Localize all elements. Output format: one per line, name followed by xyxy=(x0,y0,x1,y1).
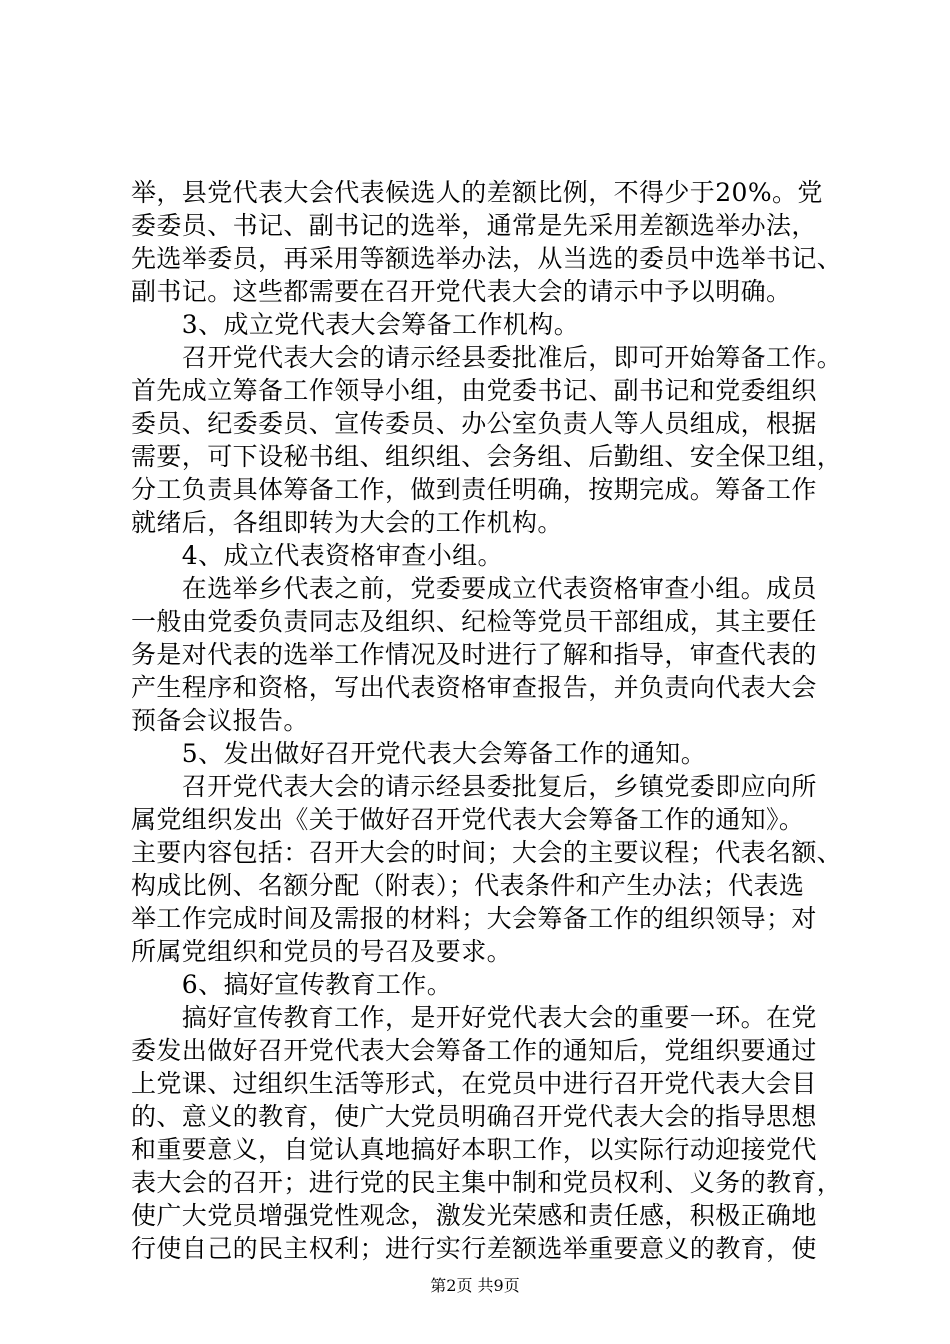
section-heading: 5、发出做好召开党代表大会筹备工作的通知。 xyxy=(131,739,707,768)
text-line: 召开党代表大会的请示经县委批准后，即可开始筹备工作。 xyxy=(131,343,843,372)
text-line: 举，县党代表大会代表候选人的差额比例，不得少于20%。党 xyxy=(131,178,823,207)
section-heading: 4、成立代表资格审查小组。 xyxy=(131,541,503,570)
text-line: 一般由党委负责同志及组织、纪检等党员干部组成，其主要任 xyxy=(131,607,817,636)
text-line: 务是对代表的选举工作情况及时进行了解和指导，审查代表的 xyxy=(131,640,817,669)
text-line: 举工作完成时间及需报的材料；大会筹备工作的组织领导；对 xyxy=(131,904,817,933)
text-line: 的、意义的教育，使广大党员明确召开党代表大会的指导思想 xyxy=(131,1102,817,1131)
text-line: 委委员、书记、副书记的选举，通常是先采用差额选举办法， xyxy=(131,211,817,240)
section-heading: 6、搞好宣传教育工作。 xyxy=(131,970,453,999)
text-line: 搞好宣传教育工作，是开好党代表大会的重要一环。在党 xyxy=(131,1003,817,1032)
text-line: 需要，可下设秘书组、组织组、会务组、后勤组、安全保卫组， xyxy=(131,442,843,471)
section-heading: 3、成立党代表大会筹备工作机构。 xyxy=(131,310,580,339)
text-line: 预备会议报告。 xyxy=(131,706,309,735)
text-line: 先选举委员，再采用等额选举办法，从当选的委员中选举书记、 xyxy=(131,244,843,273)
text-line: 产生程序和资格，写出代表资格审查报告，并负责向代表大会 xyxy=(131,673,817,702)
page-number-footer: 第2页 共9页 xyxy=(430,1276,520,1295)
text-line: 召开党代表大会的请示经县委批复后，乡镇党委即应向所 xyxy=(131,772,817,801)
text-line: 和重要意义，自觉认真地搞好本职工作，以实际行动迎接党代 xyxy=(131,1135,817,1164)
text-line: 行使自己的民主权利；进行实行差额选举重要意义的教育，使 xyxy=(131,1234,817,1263)
text-line: 分工负责具体筹备工作，做到责任明确，按期完成。筹备工作 xyxy=(131,475,817,504)
text-line: 就绪后，各组即转为大会的工作机构。 xyxy=(131,508,563,537)
text-line: 构成比例、名额分配（附表）；代表条件和产生办法；代表选 xyxy=(131,871,805,900)
text-line: 属党组织发出《关于做好召开党代表大会筹备工作的通知》。 xyxy=(131,805,805,834)
text-line: 所属党组织和党员的号召及要求。 xyxy=(131,937,513,966)
text-line: 主要内容包括：召开大会的时间；大会的主要议程；代表名额、 xyxy=(131,838,843,867)
text-line: 副书记。这些都需要在召开党代表大会的请示中予以明确。 xyxy=(131,277,792,306)
text-line: 使广大党员增强党性观念，激发光荣感和责任感，积极正确地 xyxy=(131,1201,817,1230)
text-line: 表大会的召开；进行党的民主集中制和党员权利、义务的教育， xyxy=(131,1168,843,1197)
text-line: 委员、纪委委员、宣传委员、办公室负责人等人员组成，根据 xyxy=(131,409,817,438)
text-line: 首先成立筹备工作领导小组，由党委书记、副书记和党委组织 xyxy=(131,376,817,405)
text-line: 委发出做好召开党代表大会筹备工作的通知后，党组织要通过 xyxy=(131,1036,817,1065)
text-line: 上党课、过组织生活等形式，在党员中进行召开党代表大会目 xyxy=(131,1069,817,1098)
text-line: 在选举乡代表之前，党委要成立代表资格审查小组。成员 xyxy=(131,574,817,603)
